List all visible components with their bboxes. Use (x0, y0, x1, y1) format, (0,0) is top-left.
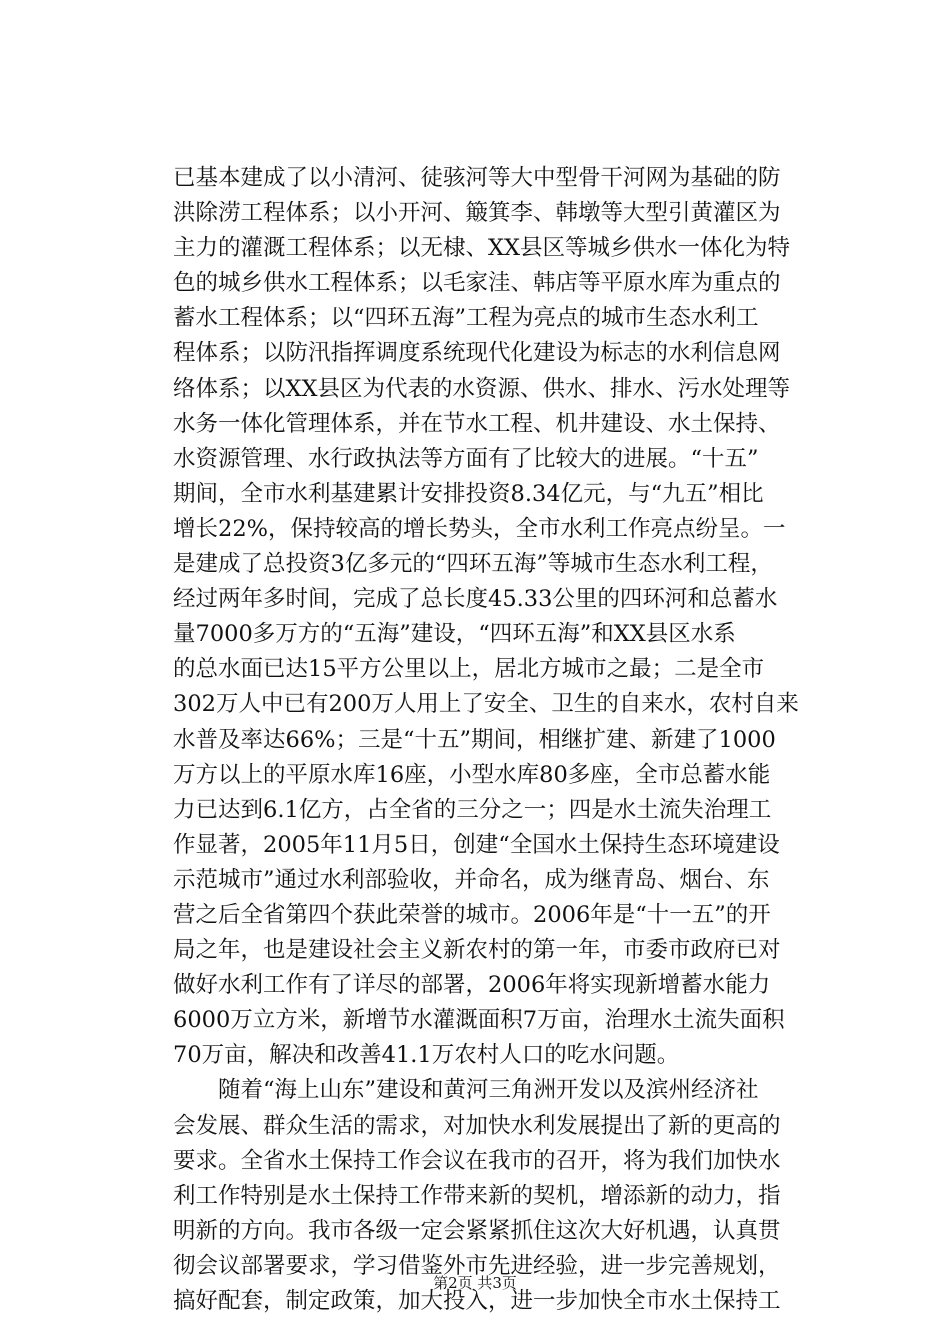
text-line: 主力的灌溉工程体系；以无棣、XX县区等城乡供水一体化为特 (173, 235, 791, 262)
text-line: 302万人中已有200万人用上了安全、卫生的自来水，农村自来 (173, 691, 799, 718)
text-line: 是建成了总投资3亿多元的“四环五海”等城市生态水利工程， (173, 551, 773, 578)
text-line: 络体系；以XX县区为代表的水资源、供水、排水、污水处理等 (173, 375, 791, 402)
text-line: 水务一体化管理体系，并在节水工程、机井建设、水土保持、 (173, 410, 781, 437)
text-line: 搞好配套，制定政策，加大投入，进一步加快全市水土保持工 (173, 1288, 781, 1314)
text-line: 力已达到6.1亿方，占全省的三分之一；四是水土流失治理工 (173, 796, 772, 823)
text-line: 增长22%，保持较高的增长势头，全市水利工作亮点纷呈。一 (173, 515, 786, 542)
text-line: 做好水利工作有了详尽的部署，2006年将实现新增蓄水能力 (173, 972, 771, 999)
text-line: 期间，全市水利基建累计安排投资8.34亿元，与“九五”相比 (173, 480, 764, 507)
text-line: 6000万立方米，新增节水灌溉面积7万亩，治理水土流失面积 (173, 1007, 785, 1034)
text-line: 色的城乡供水工程体系；以毛家洼、韩店等平原水库为重点的 (173, 270, 781, 297)
page-footer: 第2页 共3页 (433, 1274, 517, 1292)
text-line: 量7000多万方的“五海”建设，“四环五海”和XX县区水系 (173, 621, 736, 648)
text-line: 万方以上的平原水库16座，小型水库80多座，全市总蓄水能 (173, 761, 771, 788)
text-line: 已基本建成了以小清河、徒骇河等大中型骨干河网为基础的防 (173, 165, 781, 191)
text-line: 彻会议部署要求，学习借鉴外市先进经验，进一步完善规划， (173, 1252, 781, 1279)
text-line: 洪除涝工程体系；以小开河、簸箕李、韩墩等大型引黄灌区为 (173, 200, 781, 227)
text-line: 明新的方向。我市各级一定会紧紧抓住这次大好机遇，认真贯 (173, 1217, 781, 1244)
text-line: 要求。全省水土保持工作会议在我市的召开，将为我们加快水 (173, 1147, 781, 1174)
text-line: 作显著，2005年11月5日，创建“全国水土保持生态环境建设 (173, 831, 780, 858)
text-line: 的总水面已达15平方公里以上，居北方城市之最；二是全市 (173, 656, 765, 683)
document-body (173, 161, 873, 1319)
text-line: 蓄水工程体系；以“四环五海”工程为亮点的城市生态水利工 (173, 305, 759, 332)
text-line: 会发展、群众生活的需求，对加快水利发展提出了新的更高的 (173, 1112, 781, 1139)
text-line: 示范城市”通过水利部验收，并命名，成为继青岛、烟台、东 (173, 866, 770, 893)
text-line: 利工作特别是水土保持工作带来新的契机，增添新的动力，指 (173, 1182, 781, 1209)
text-line: 局之年，也是建设社会主义新农村的第一年，市委市政府已对 (173, 937, 781, 964)
text-line: 70万亩，解决和改善41.1万农村人口的吃水问题。 (173, 1042, 680, 1069)
text-line: 经过两年多时间，完成了总长度45.33公里的四环河和总蓄水 (173, 586, 778, 613)
text-line: 水资源管理、水行政执法等方面有了比较大的进展。“十五” (173, 445, 759, 472)
paragraph-start-line: 随着“海上山东”建设和黄河三角洲开发以及滨州经济社 (218, 1077, 759, 1104)
text-line: 水普及率达66%；三是“十五”期间，相继扩建、新建了1000 (173, 726, 776, 753)
text-line: 程体系；以防汛指挥调度系统现代化建设为标志的水利信息网 (173, 340, 781, 367)
text-line: 营之后全省第四个获此荣誉的城市。2006年是“十一五”的开 (173, 901, 771, 928)
